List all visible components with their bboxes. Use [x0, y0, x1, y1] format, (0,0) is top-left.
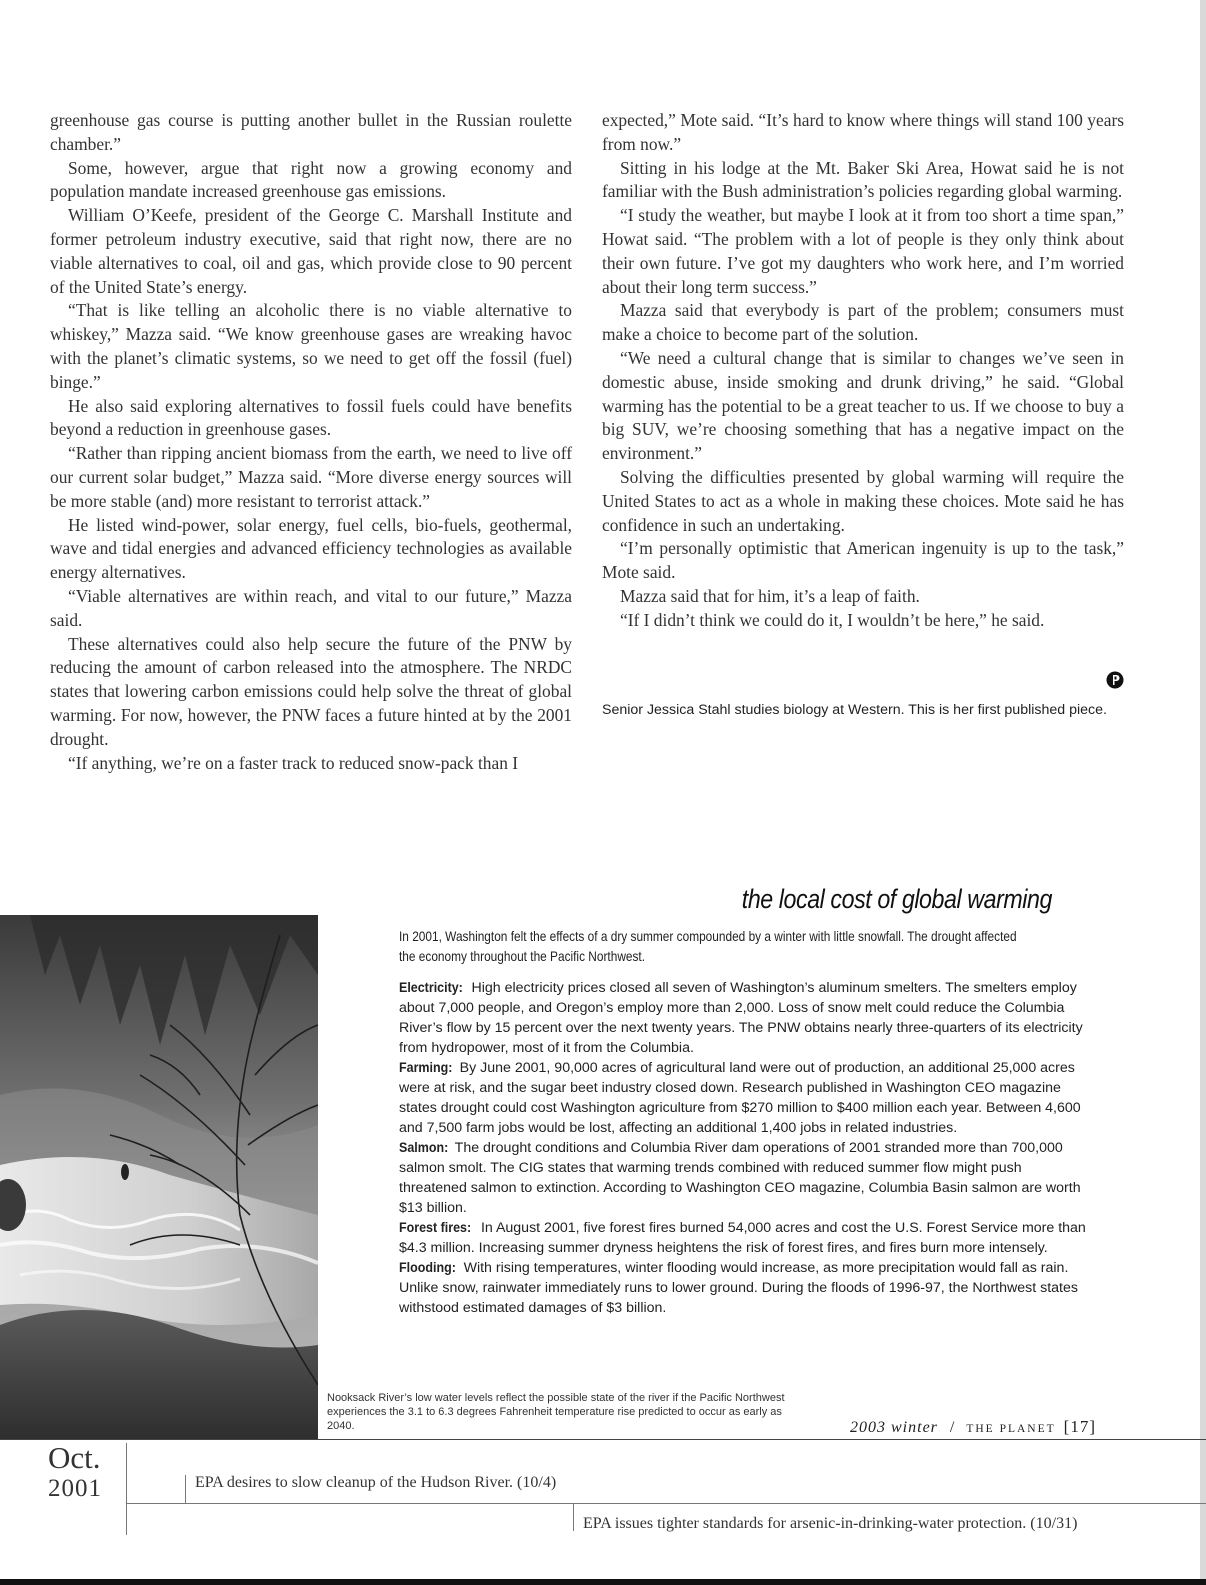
- timeline-month: Oct.: [48, 1440, 101, 1475]
- paragraph: He listed wind-power, solar energy, fuel cells, bio-fuels, geothermal, wave and tidal energies and advanced efficiency technologies as available energy alternatives.: [50, 514, 572, 583]
- page-edge-shadow: [1200, 0, 1206, 1585]
- paragraph: Some, however, argue that right now a growing economy and population mandate increased greenhouse gas emissions.: [50, 157, 572, 202]
- paragraph: “If I didn’t think we could do it, I wouldn’t be here,” he said.: [620, 609, 1045, 630]
- paragraph: William O’Keefe, president of the George C. Marshall Institute and former petroleum industry executive, said that right now, there are no viable alternatives to coal, oil and gas, which provide close to 90 percent of the United State’s energy.: [50, 205, 572, 297]
- folio: [850, 1417, 1150, 1437]
- item-text: By June 2001, 90,000 acres of agricultural land were out of production, an additional 25,000 acres were at risk, and the sugar beet industry closed down. Research published in Washington CEO magazine states drought could cost Washington agriculture from $270 million to $400 million each year. Between 4,600 and 7,500 farm jobs would be lost, affecting an additional 1,400 jobs in related industries.: [399, 1060, 1081, 1136]
- sidebar-title: the local cost of global warming: [741, 884, 1052, 914]
- sidebar-body: [399, 978, 1089, 1318]
- timeline-line: [126, 1503, 1206, 1504]
- paragraph: greenhouse gas course is putting another bullet in the Russian roulette chamber.”: [50, 110, 572, 154]
- divider: [0, 1439, 1206, 1440]
- page-number: [17]: [1063, 1417, 1096, 1436]
- item-text: With rising temperatures, winter flooding would increase, as more precipitation would fall as rain. Unlike snow, rainwater immediately runs to lower ground. During the floods of 1996-97, the Northwest states withstood estimated damages of $3 billion.: [399, 1260, 1078, 1316]
- item-label: Flooding:: [399, 1260, 456, 1276]
- sidebar-item-flooding: [399, 1258, 1089, 1318]
- timeline-axis: [126, 1443, 127, 1535]
- item-label: Salmon:: [399, 1140, 449, 1156]
- timeline-event: EPA desires to slow cleanup of the Hudson River. (10/4): [195, 1474, 557, 1491]
- item-text: In August 2001, five forest fires burned 54,000 acres and cost the U.S. Forest Service more than $4.3 million. Increasing summer dryness heightens the risk of forest fires, and fires burn more intensely.: [399, 1220, 1086, 1256]
- paragraph: Mazza said that everybody is part of the problem; consumers must make a choice to become part of the solution.: [602, 300, 1124, 345]
- paragraph: “That is like telling an alcoholic there is no viable alternative to whiskey,” Mazza said. “We know greenhouse gases are wreaking havoc with the planet’s climatic systems, so we need to get off the fossil (fuel) binge.”: [50, 300, 572, 392]
- paragraph: Solving the difficulties presented by global warming will require the United States to act as a whole in making these choices. Mote said he has confidence in such an undertaking.: [602, 466, 1124, 535]
- sidebar-item-farming: [399, 1058, 1089, 1138]
- paragraph: Sitting in his lodge at the Mt. Baker Ski Area, Howat said he is not familiar with the Bush administration’s policies regarding global warming.: [602, 157, 1124, 202]
- paragraph: Mazza said that for him, it’s a leap of faith.: [620, 585, 920, 606]
- timeline-year: 2001: [48, 1475, 102, 1502]
- timeline-tick: [573, 1503, 574, 1531]
- paragraph: “If anything, we’re on a faster track to reduced snow-pack than I: [68, 752, 519, 773]
- paragraph: “Rather than ripping ancient biomass from the earth, we need to live off our current solar budget,” Mazza said. “More diverse energy sources will be more stable (and) more resistant to terrorist attack.”: [50, 443, 572, 511]
- paragraph: “I study the weather, but maybe I look at it from too short a time span,” Howat said. “The problem with a lot of people is they only think about their own future. I’ve got my daughters who work here, and I’m worried about their long term success.”: [602, 205, 1124, 297]
- paragraph: “Viable alternatives are within reach, and vital to our future,” Mazza said.: [50, 585, 572, 630]
- item-label: Farming:: [399, 1060, 453, 1076]
- sidebar-intro: In 2001, Washington felt the effects of a dry summer compounded by a winter with little snowfall. The drought affected the economy throughout the Pacific Northwest.: [399, 929, 1017, 964]
- item-label: Electricity:: [399, 980, 463, 996]
- paragraph: He also said exploring alternatives to fossil fuels could have benefits beyond a reduction in greenhouse gases.: [50, 395, 572, 440]
- paragraph: “I’m personally optimistic that American ingenuity is up to the task,” Mote said.: [602, 538, 1124, 583]
- item-label: Forest fires:: [399, 1220, 472, 1236]
- paragraph: These alternatives could also help secure the future of the PNW by reducing the amount of carbon released into the atmosphere. The NRDC states that lowering carbon emissions could help solve the threat of global warming. For now, however, the PNW faces a future hinted at by the 2001 drought.: [50, 633, 572, 749]
- folio-separator: /: [949, 1419, 955, 1436]
- sidebar-item-electricity: [399, 978, 1089, 1058]
- folio-season: 2003 winter: [850, 1419, 938, 1436]
- article-left-column: [50, 109, 572, 775]
- sidebar-item-forest-fires: [399, 1218, 1089, 1258]
- author-bio: Senior Jessica Stahl studies biology at Western. This is her first published piece.: [602, 702, 1107, 718]
- article-right-column: [602, 109, 1124, 633]
- sidebar-item-salmon: [399, 1138, 1089, 1218]
- item-text: High electricity prices closed all seven of Washington’s aluminum smelters. The smelters employ about 7,000 people, and Oregon’s employ more than 2,000. Loss of snow melt could reduce the Columbia River’s flow by 15 percent over the next twenty years. The PNW obtains nearly three-quarters of its electricity from hydropower, most of it from the Columbia.: [399, 980, 1083, 1056]
- end-mark-icon: [1106, 671, 1124, 689]
- bottom-border: [0, 1579, 1206, 1585]
- river-photo: [0, 915, 318, 1439]
- timeline-event: EPA issues tighter standards for arsenic-in-drinking-water protection. (10/31): [583, 1515, 1078, 1532]
- item-text: The drought conditions and Columbia River dam operations of 2001 stranded more than 700,000 salmon smolt. The CIG states that warming trends combined with reduced summer flow might push threatened salmon to extinction. According to Washington CEO magazine, Columbia Basin salmon are worth $13 billion.: [399, 1140, 1081, 1216]
- timeline-tick: [185, 1475, 186, 1503]
- paragraph: expected,” Mote said. “It’s hard to know where things will stand 100 years from now.”: [602, 110, 1124, 154]
- paragraph: “We need a cultural change that is similar to changes we’ve seen in domestic abuse, inside smoking and drunk driving,” he said. “Global warming has the potential to be a great teacher to us. If we choose to buy a big SUV, we’re choosing something that has a negative impact on the environment.”: [602, 347, 1124, 464]
- folio-magazine: THE PLANET: [966, 1423, 1056, 1435]
- photo-caption: Nooksack River’s low water levels reflect the possible state of the river if the Pacific Northwest experiences the 3.1 to 6.3 degrees Fahrenheit temperature rise predicted to occur as early as 2040.: [327, 1392, 785, 1432]
